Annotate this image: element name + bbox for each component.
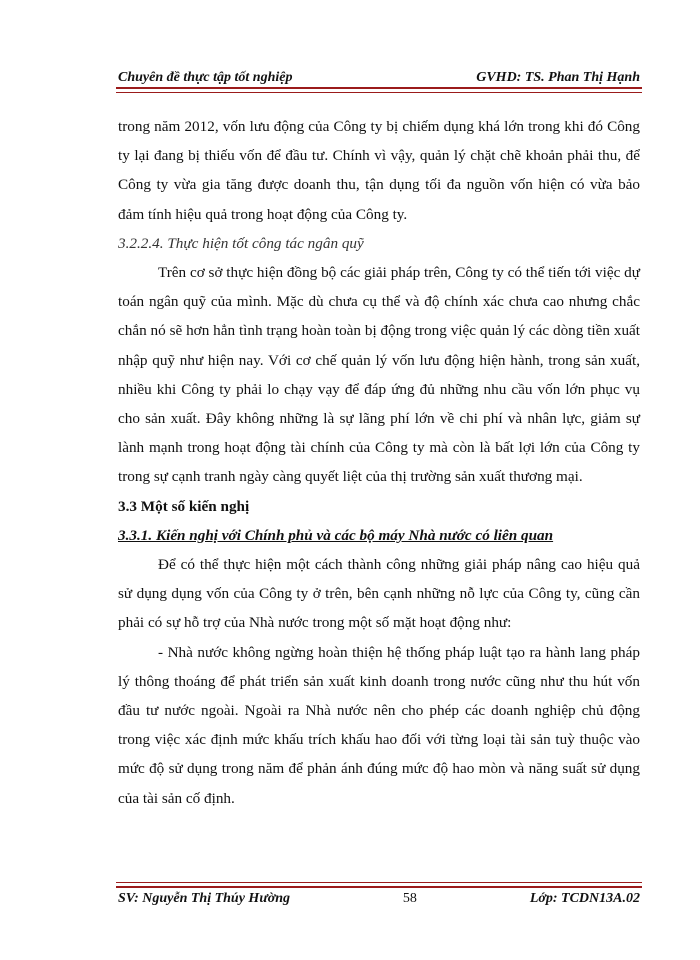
footer-student: SV: Nguyễn Thị Thúy Hường [118,891,290,906]
paragraph: - Nhà nước không ngừng hoàn thiện hệ thống pháp luật tạo ra hành lang pháp lý thông thoáng để phát triển sản xuất kinh doanh trong nước cũng như thu hút vốn đầu tư nước ngoài. Ngoài ra Nhà nước nên cho phép các doanh nghiệp chủ động trong việc xác định mức khấu trích khấu hao đối với từng loại tài sản tuỳ thuộc vào mức độ sử dụng trong năm để phản ánh đúng mức độ hao mòn và năng suất sử dụng của tài sản cố định. [118,643,640,807]
footer-class: Lớp: TCDN13A.02 [529,891,640,906]
page-header [118,62,640,86]
section-heading-3-3: 3.3 Một số kiến nghị [118,497,250,515]
page-number: 58 [402,891,417,906]
paragraph: trong năm 2012, vốn lưu động của Công ty bị chiếm dụng khá lớn trong khi đó Công ty lại đang bị thiếu vốn để đầu tư. Chính vì vậy, quản lý chặt chẽ khoản phải thu, để Công ty vừa gia tăng được doanh thu, tận dụng tối đa nguồn vốn hiện có vừa bảo đảm tính hiệu quả trong hoạt động của Công ty. [118,118,640,223]
paragraph: Để có thể thực hiện một cách thành công những giải pháp nâng cao hiệu quả sử dụng dụng vốn của Công ty ở trên, bên cạnh những nỗ lực của Công ty, cũng cần phải có sự hỗ trợ của Nhà nước trong một số mặt hoạt động như: [118,556,640,632]
page-body [118,112,640,813]
header-advisor: GVHD: TS. Phan Thị Hạnh [476,70,640,85]
header-title: Chuyên đề thực tập tốt nghiệp [118,70,293,85]
paragraph: Trên cơ sở thực hiện đồng bộ các giải pháp trên, Công ty có thể tiến tới việc dự toán ngân quỹ của mình. Mặc dù chưa cụ thể và độ chính xác chưa cao nhưng chắc chắn nó sẽ hơn hẳn tình trạng hoàn toàn bị động trong việc quản lý các dòng tiền xuất nhập quỹ như hiện nay. Với cơ chế quản lý vốn lưu động hiện hành, trong sản xuất, nhiều khi Công ty phải lo chạy vạy để đáp ứng đủ những nhu cầu vốn lớn phục vụ cho sản xuất. Đây không những là sự lãng phí lớn về chi phí và nhân lực, giảm sự lành mạnh trong hoạt động tài chính của Công ty mà còn là bất lợi lớn của Công ty trong sự cạnh tranh ngày càng quyết liệt của thị trường sản xuất thương mại. [118,264,640,486]
header-rule [116,87,642,93]
section-heading-3-2-2-4: 3.2.2.4. Thực hiện tốt công tác ngân quỹ [118,234,364,252]
footer-rule [116,882,642,888]
section-heading-3-3-1: 3.3.1. Kiến nghị với Chính phủ và các bộ máy Nhà nước có liên quan [118,526,554,544]
page-footer [118,891,640,911]
